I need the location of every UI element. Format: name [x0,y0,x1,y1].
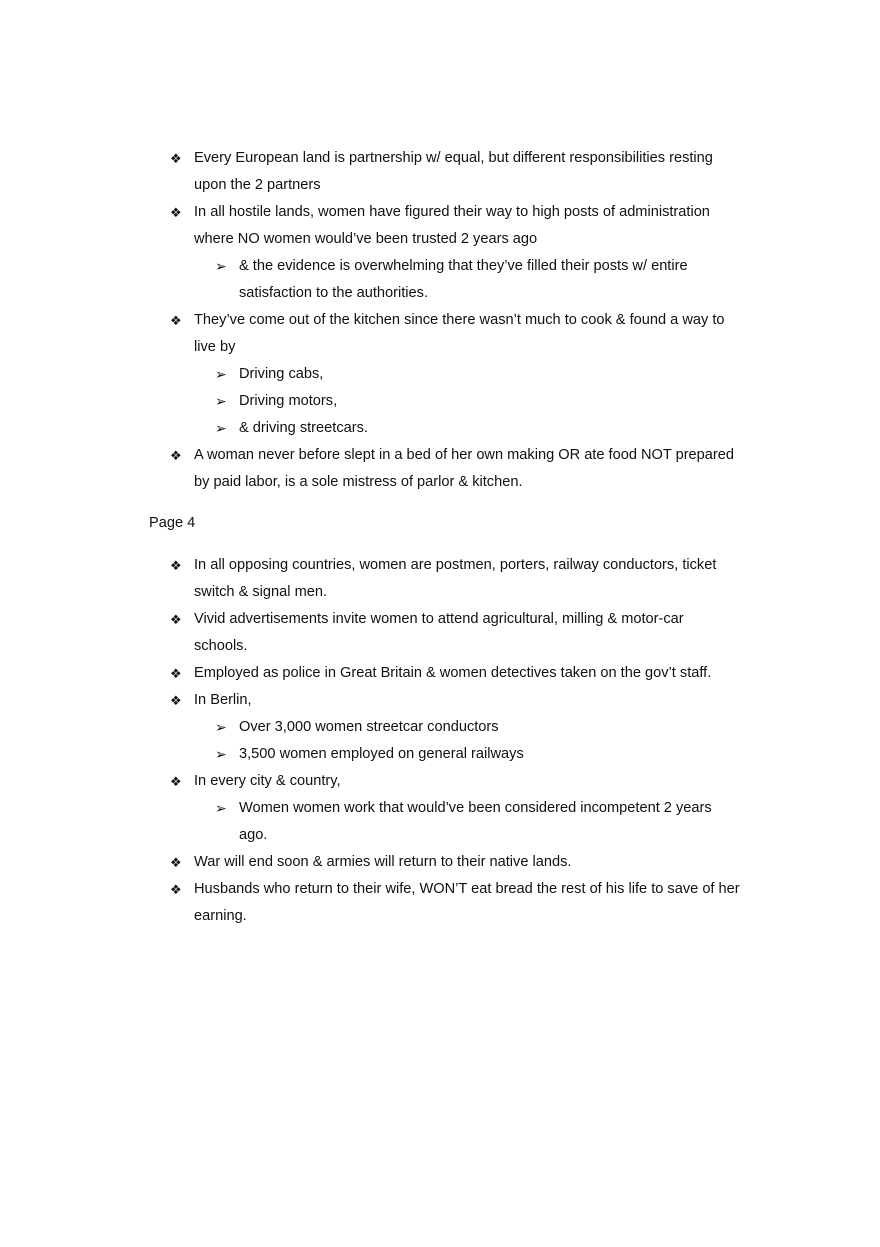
arrow-bullet-icon: ➢ [215,393,227,409]
list-item [170,145,740,199]
diamond-bullet-icon: ❖ [170,693,182,708]
sub-list-item [215,415,740,442]
sub-list [194,361,740,442]
list-item-text: In every city & country, [194,773,341,789]
arrow-bullet-icon: ➢ [215,366,227,382]
diamond-bullet-icon: ❖ [170,882,182,897]
list-item-text: Husbands who return to their wife, WON’T eat bread the rest of his life to save of her earning. [194,881,740,924]
page-label: Page 4 [149,515,196,531]
diamond-bullet-icon: ❖ [170,558,182,573]
sub-list-item [215,361,740,388]
diamond-bullet-icon: ❖ [170,666,182,681]
list-item [170,687,740,768]
list-item [170,307,740,442]
diamond-bullet-icon: ❖ [170,855,182,870]
list-item [170,606,740,660]
sub-list-item-text: & driving streetcars. [239,420,368,436]
list-item-text: They’ve come out of the kitchen since there wasn’t much to cook & found a way to live by [194,312,725,355]
sub-list-item-text: & the evidence is overwhelming that they’ve filled their posts w/ entire satisfaction to the authorities. [239,258,688,301]
sub-list-item [215,253,740,307]
diamond-bullet-icon: ❖ [170,448,182,463]
list-item-text: Every European land is partnership w/ equal, but different responsibilities resting upon the 2 partners [194,150,713,193]
notes-list-section-1 [170,145,740,496]
notes-list-section-2 [170,552,740,930]
sub-list-item [215,714,740,741]
list-item-text: In all opposing countries, women are postmen, porters, railway conductors, ticket switch & signal men. [194,557,717,600]
sub-list-item-text: Women women work that would’ve been considered incompetent 2 years ago. [239,800,712,843]
list-item [170,768,740,849]
arrow-bullet-icon: ➢ [215,800,227,816]
arrow-bullet-icon: ➢ [215,258,227,274]
sub-list-item-text: Driving cabs, [239,366,324,382]
sub-list [194,795,740,849]
diamond-bullet-icon: ❖ [170,205,182,220]
list-item [170,442,740,496]
list-item-text: A woman never before slept in a bed of her own making OR ate food NOT prepared by paid labor, is a sole mistress of parlor & kitchen. [194,447,735,490]
arrow-bullet-icon: ➢ [215,746,227,762]
list-item-text: Employed as police in Great Britain & women detectives taken on the gov’t staff. [194,665,712,681]
arrow-bullet-icon: ➢ [215,719,227,735]
sub-list-item [215,795,740,849]
list-item-text: Vivid advertisements invite women to attend agricultural, milling & motor-car schools. [194,611,684,654]
list-item-text: In Berlin, [194,692,252,708]
list-item-text: War will end soon & armies will return to their native lands. [194,854,572,870]
sub-list-item-text: 3,500 women employed on general railways [239,746,524,762]
diamond-bullet-icon: ❖ [170,151,182,166]
sub-list-item [215,741,740,768]
arrow-bullet-icon: ➢ [215,420,227,436]
list-item [170,199,740,307]
sub-list-item-text: Driving motors, [239,393,338,409]
sub-list [194,253,740,307]
list-item [170,849,740,876]
diamond-bullet-icon: ❖ [170,313,182,328]
list-item [170,660,740,687]
list-item [170,552,740,606]
sub-list-item [215,388,740,415]
list-item-text: In all hostile lands, women have figured their way to high posts of administration where NO women would’ve been trusted 2 years ago [194,204,710,247]
sub-list [194,714,740,768]
diamond-bullet-icon: ❖ [170,612,182,627]
sub-list-item-text: Over 3,000 women streetcar conductors [239,719,499,735]
list-item [170,876,740,930]
diamond-bullet-icon: ❖ [170,774,182,789]
